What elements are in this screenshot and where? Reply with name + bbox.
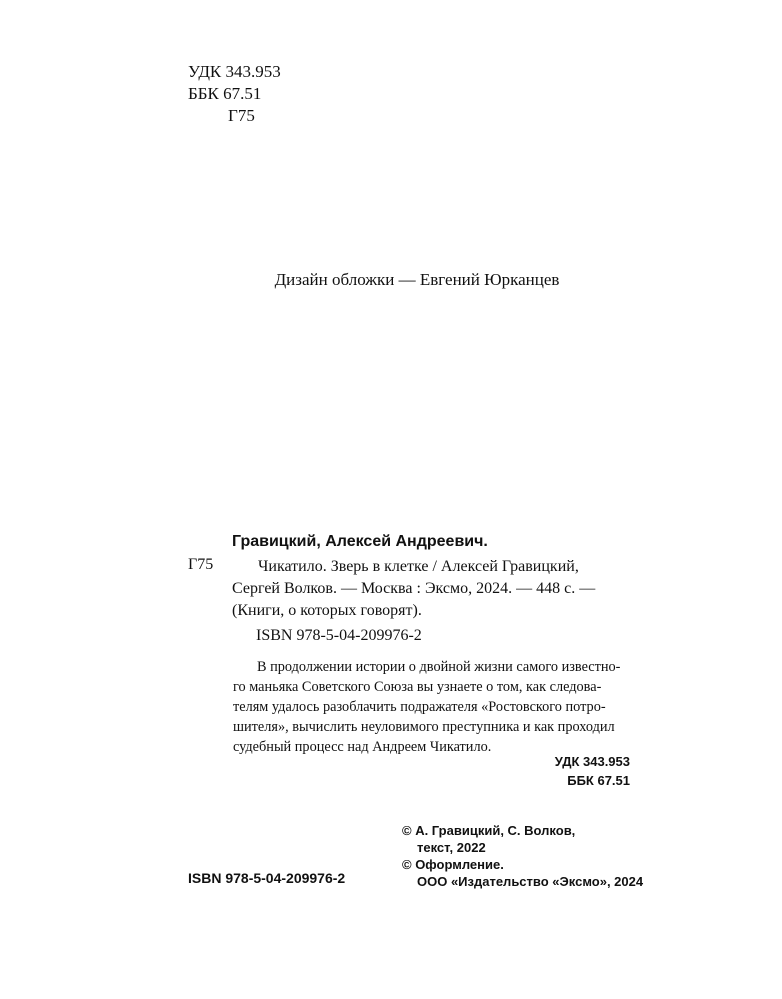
record-classification-codes	[555, 752, 630, 790]
copyright-line: текст, 2022	[417, 840, 486, 855]
cover-design-credit: Дизайн обложки — Евгений Юрканцев	[274, 270, 560, 289]
record-bbk-code: ББК 67.51	[567, 773, 630, 788]
description-line: Сергей Волков. — Москва : Эксмо, 2024. — 448 с. —	[232, 580, 596, 597]
annotation	[233, 657, 651, 757]
copyright-block	[402, 822, 643, 890]
annotation-line: телям удалось разоблачить подражателя «Ростовского потро-	[233, 699, 606, 715]
annotation-line: В продолжении истории о двойной жизни самого известно-	[257, 659, 621, 675]
bottom-isbn: ISBN 978-5-04-209976-2	[188, 870, 346, 886]
annotation-line: шителя», вычислить неуловимого преступника и как проходил	[233, 719, 615, 735]
bibliographic-description	[232, 556, 595, 622]
bbk-code: ББК 67.51	[188, 84, 262, 103]
record-udk-code: УДК 343.953	[554, 754, 630, 769]
copyright-line: ООО «Издательство «Эксмо», 2024	[417, 874, 644, 889]
udk-code: УДК 343.953	[188, 62, 281, 81]
description-line: (Книги, о которых говорят).	[232, 602, 422, 619]
copyright-line: © А. Гравицкий, С. Волков,	[402, 823, 576, 838]
author-mark: Г75	[228, 106, 255, 125]
annotation-line: судебный процесс над Андреем Чикатило.	[233, 739, 492, 755]
annotation-line: го маньяка Советского Союза вы узнаете о том, как следова-	[233, 679, 602, 695]
record-author-mark: Г75	[188, 556, 214, 573]
record-isbn: ISBN 978-5-04-209976-2	[256, 627, 422, 644]
top-classification-codes	[188, 61, 281, 127]
author-heading: Гравицкий, Алексей Андреевич.	[232, 533, 488, 550]
description-line: Чикатило. Зверь в клетке / Алексей Гравицкий,	[258, 558, 579, 575]
copyright-line: © Оформление.	[402, 857, 504, 872]
